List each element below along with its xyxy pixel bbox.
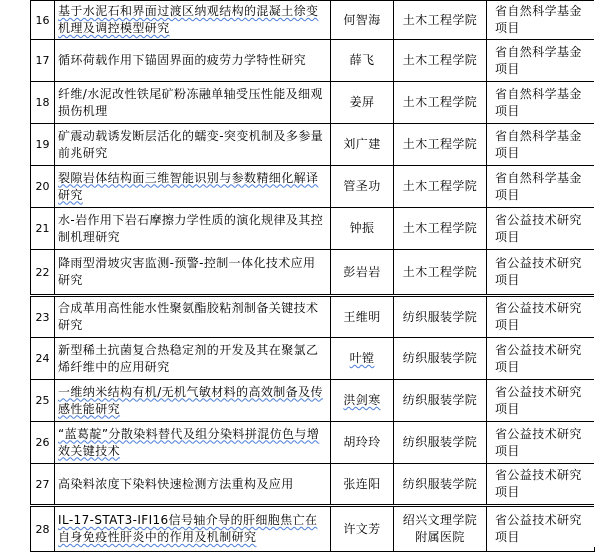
project-unit: 土木工程学院 [394,250,487,296]
project-title: 循环荷载作用下锚固界面的疲劳力学特性研究 [55,40,331,82]
project-leader: 张连阳 [331,464,394,506]
row-number: 20 [31,166,55,208]
project-unit: 绍兴文理学院附属医院 [394,506,487,552]
project-unit: 土木工程学院 [394,1,487,40]
project-title: 降雨型滑坡灾害监测-预警-控制一体化技术应用研究 [55,250,331,296]
project-title: 裂隙岩体结构面三维智能识别与参数精细化解译研究 [55,166,331,208]
project-title: 矿震动载诱发断层活化的蠕变-突变机制及多参量前兆研究 [55,124,331,166]
row-number: 17 [31,40,55,82]
project-unit: 土木工程学院 [394,40,487,82]
project-leader: 洪剑寒 [331,380,394,422]
project-unit: 纺织服装学院 [394,338,487,380]
project-leader: 钟振 [331,208,394,250]
project-type: 省公益技术研究项目 [487,422,595,464]
table-row [31,464,595,506]
row-number: 28 [31,506,55,552]
row-number: 18 [31,82,55,124]
project-leader: 薛飞 [331,40,394,82]
project-title: 高染料浓度下染料快速检测方法重构及应用 [55,464,331,506]
project-type: 省公益技术研究项目 [487,464,595,506]
project-leader: 刘广建 [331,124,394,166]
table-row [31,40,595,82]
project-leader: 胡玲玲 [331,422,394,464]
project-type: 省公益技术研究项目 [487,338,595,380]
page-edge [594,0,600,547]
project-unit: 土木工程学院 [394,124,487,166]
project-leader: 姜屏 [331,82,394,124]
project-title: “蓝葛靛”分散染料替代及组分染料拼混仿色与增效关键技术 [55,422,331,464]
projects-table [30,0,595,552]
row-number: 24 [31,338,55,380]
project-leader: 王维明 [331,296,394,338]
project-leader: 何智海 [331,1,394,40]
project-title: 一维纳米结构有机/无机气敏材料的高效制备及传感性能研究 [55,380,331,422]
table-row [31,338,595,380]
row-number: 23 [31,296,55,338]
project-title: 纤维/水泥改性铁尾矿粉冻融单轴受压性能及细观损伤机理 [55,82,331,124]
project-unit: 纺织服装学院 [394,422,487,464]
project-unit: 纺织服装学院 [394,380,487,422]
project-type: 省公益技术研究项目 [487,506,595,552]
row-number: 22 [31,250,55,296]
project-unit: 土木工程学院 [394,208,487,250]
project-type: 省公益技术研究项目 [487,208,595,250]
project-title: IL-17-STAT3-IFI16信号轴介导的肝细胞焦亡在自身免疫性肝炎中的作用及机制研究 [55,506,331,552]
project-leader: 彭岩岩 [331,250,394,296]
project-type: 省公益技术研究项目 [487,380,595,422]
project-type: 省公益技术研究项目 [487,250,595,296]
project-type: 省公益技术研究项目 [487,296,595,338]
project-leader: 管圣功 [331,166,394,208]
project-type: 省自然科学基金项目 [487,82,595,124]
project-type: 省自然科学基金项目 [487,166,595,208]
project-unit: 土木工程学院 [394,166,487,208]
table-row [31,422,595,464]
row-number: 25 [31,380,55,422]
project-title: 新型稀土抗菌复合热稳定剂的开发及其在聚氯乙烯纤维中的应用研究 [55,338,331,380]
projects-table-container [30,0,594,552]
project-unit: 土木工程学院 [394,82,487,124]
table-row [31,208,595,250]
table-row [31,250,595,296]
project-title: 基于水泥石和界面过渡区纳观结构的混凝土徐变机理及调控模型研究 [55,1,331,40]
project-type: 省自然科学基金项目 [487,1,595,40]
table-row [31,506,595,552]
project-type: 省自然科学基金项目 [487,40,595,82]
table-row [31,166,595,208]
row-number: 19 [31,124,55,166]
project-leader: 叶镗 [331,338,394,380]
table-row [31,1,595,40]
table-row [31,82,595,124]
table-row [31,380,595,422]
row-number: 16 [31,1,55,40]
project-type: 省自然科学基金项目 [487,124,595,166]
row-number: 26 [31,422,55,464]
project-unit: 纺织服装学院 [394,464,487,506]
row-number: 27 [31,464,55,506]
project-unit: 纺织服装学院 [394,296,487,338]
table-row [31,124,595,166]
project-title: 水-岩作用下岩石摩擦力学性质的演化规律及其控制机理研究 [55,208,331,250]
project-leader: 许文芳 [331,506,394,552]
project-title: 合成革用高性能水性聚氨酯胶粘剂制备关键技术研究 [55,296,331,338]
table-row [31,296,595,338]
row-number: 21 [31,208,55,250]
